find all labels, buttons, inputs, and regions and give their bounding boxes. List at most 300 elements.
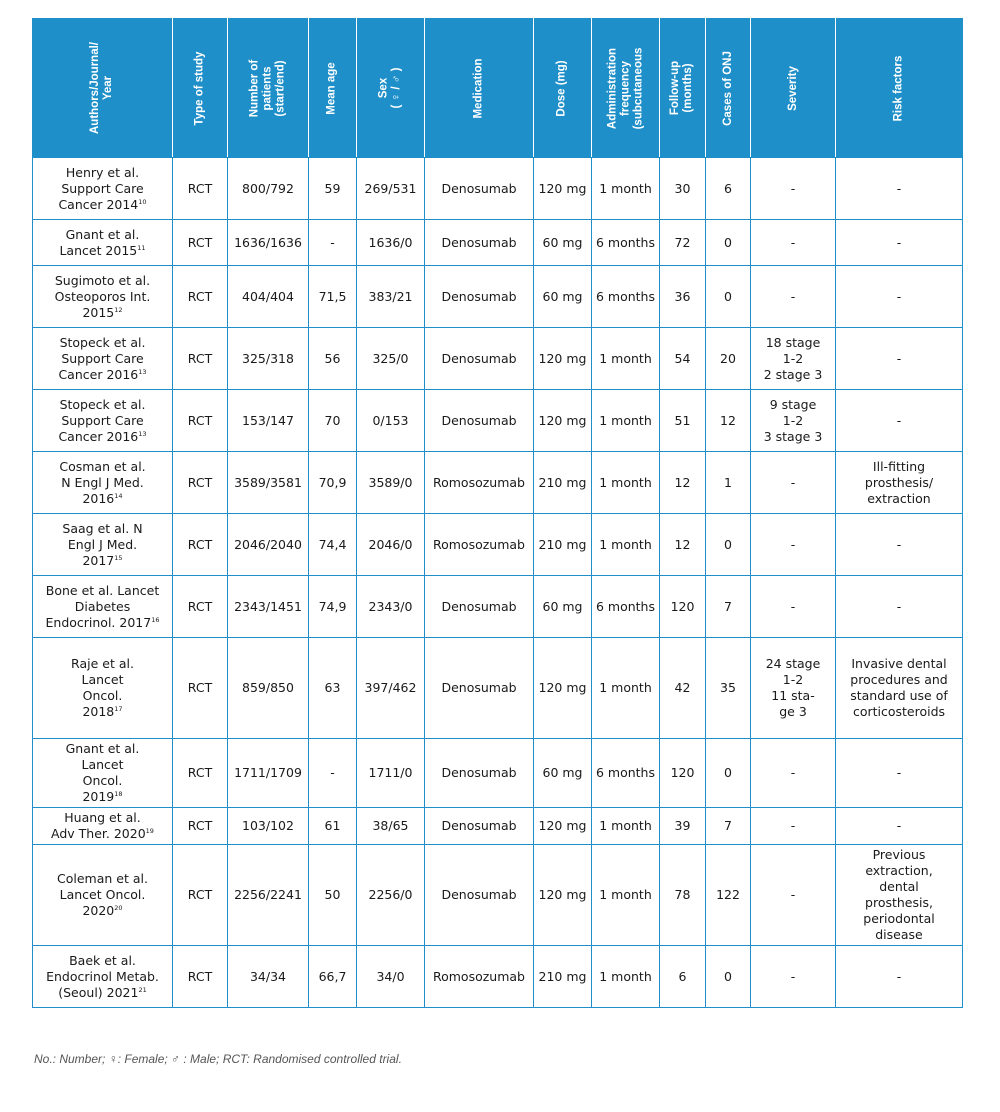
follow-up-cell-text: 39 <box>674 818 691 833</box>
severity-cell <box>751 946 836 1008</box>
sex-cell-text: 2256/0 <box>368 887 413 902</box>
type-cell-text: RCT <box>187 536 213 552</box>
onj-cases-cell-text: 6 <box>724 180 732 196</box>
type-cell <box>173 739 228 808</box>
type-cell <box>173 158 228 220</box>
frequency-cell <box>592 220 660 266</box>
frequency-cell <box>592 808 660 845</box>
severity-cell-text: - <box>790 818 796 833</box>
table-row <box>33 514 963 576</box>
follow-up-cell <box>660 266 706 328</box>
header-type: Type of study <box>173 19 228 158</box>
header-onj-cases: Cases of ONJ <box>706 19 751 158</box>
type-cell <box>173 946 228 1008</box>
medication-cell-text: Romosozumab <box>432 474 525 490</box>
sex-cell-text: 34/0 <box>376 968 405 984</box>
table-row <box>33 576 963 638</box>
mean-age-cell-text: 56 <box>324 350 341 366</box>
mean-age-cell-text: 61 <box>324 818 341 833</box>
sex-cell <box>357 576 425 638</box>
reference-number: 16 <box>151 615 160 624</box>
risk-factors-cell-text: - <box>896 765 902 780</box>
type-cell <box>173 514 228 576</box>
severity-cell <box>751 576 836 638</box>
header-patients: Number of patients (start/end) <box>228 19 309 158</box>
reference-number: 14 <box>114 491 123 500</box>
mean-age-cell-text: 63 <box>324 680 341 695</box>
author-cell-text: Stopeck et al. Support Care Cancer 2016 <box>58 396 146 444</box>
header-follow-up: Follow-up (months) <box>660 19 706 158</box>
dose-cell-text: 210 mg <box>538 536 587 552</box>
type-cell-text: RCT <box>187 412 213 428</box>
author-cell-text: Saag et al. N Engl J Med. 2017 <box>62 520 143 568</box>
type-cell <box>173 808 228 845</box>
author-cell-text: Coleman et al. Lancet Oncol. 2020 <box>57 871 148 918</box>
risk-factors-cell <box>836 576 963 638</box>
author-cell-text: Huang et al. Adv Ther. 2020 <box>51 810 146 841</box>
mean-age-cell-text: 59 <box>324 180 341 196</box>
frequency-cell <box>592 845 660 946</box>
mean-age-cell <box>309 808 357 845</box>
table-row <box>33 220 963 266</box>
frequency-cell-text: 1 month <box>599 180 652 196</box>
dose-cell <box>534 220 592 266</box>
onj-cases-cell-text: 7 <box>724 598 732 614</box>
medication-cell <box>425 638 534 739</box>
onj-cases-cell-text: 0 <box>724 968 732 984</box>
dose-cell <box>534 390 592 452</box>
frequency-cell-text: 1 month <box>599 680 652 695</box>
medication-cell-text: Denosumab <box>441 234 517 250</box>
risk-factors-cell-text: - <box>896 180 902 196</box>
mean-age-cell <box>309 452 357 514</box>
medication-cell-text: Denosumab <box>441 887 517 902</box>
risk-factors-cell-text: - <box>896 968 902 984</box>
sex-cell <box>357 328 425 390</box>
mean-age-cell-text: 74,9 <box>318 598 347 614</box>
sex-cell <box>357 808 425 845</box>
frequency-cell <box>592 514 660 576</box>
patients-cell <box>228 158 309 220</box>
dose-cell-text: 120 mg <box>538 887 587 902</box>
patients-cell <box>228 739 309 808</box>
onj-cases-cell <box>706 452 751 514</box>
medication-cell-text: Denosumab <box>441 288 517 304</box>
table-row <box>33 739 963 808</box>
follow-up-cell-text: 36 <box>674 288 691 304</box>
sex-cell-text: 2046/0 <box>368 536 413 552</box>
onj-cases-cell <box>706 390 751 452</box>
sex-cell <box>357 638 425 739</box>
mean-age-cell <box>309 638 357 739</box>
dose-cell-text: 60 mg <box>542 765 583 780</box>
dose-cell-text: 120 mg <box>538 180 587 196</box>
type-cell <box>173 266 228 328</box>
patients-cell-text: 404/404 <box>242 288 294 304</box>
severity-cell <box>751 266 836 328</box>
medication-cell <box>425 739 534 808</box>
onj-cases-cell <box>706 158 751 220</box>
dose-cell-text: 60 mg <box>542 598 583 614</box>
severity-cell <box>751 328 836 390</box>
table-row <box>33 452 963 514</box>
mean-age-cell <box>309 158 357 220</box>
frequency-cell-text: 6 months <box>595 288 655 304</box>
type-cell-text: RCT <box>187 234 213 250</box>
reference-number: 12 <box>114 305 123 314</box>
onj-cases-cell <box>706 638 751 739</box>
onj-cases-cell <box>706 739 751 808</box>
onj-cases-cell-text: 0 <box>724 234 732 250</box>
sex-cell-text: 397/462 <box>364 680 417 695</box>
dose-cell-text: 210 mg <box>538 968 587 984</box>
mean-age-cell <box>309 220 357 266</box>
patients-cell-text: 3589/3581 <box>234 474 302 490</box>
onj-cases-cell-text: 0 <box>724 765 732 780</box>
risk-factors-cell-text: Invasive dental procedures and standard use of corticosteroids <box>850 656 948 719</box>
severity-cell-text: 18 stage 1-2 2 stage 3 <box>763 334 823 382</box>
type-cell-text: RCT <box>187 474 213 490</box>
medication-cell <box>425 576 534 638</box>
author-cell-text: Raje et al. Lancet Oncol. 2018 <box>71 656 134 719</box>
risk-factors-cell-text: Previous extraction, dental prosthesis, periodontal disease <box>863 847 935 942</box>
onj-studies-table <box>32 18 963 1008</box>
onj-cases-cell-text: 1 <box>724 474 732 490</box>
reference-number: 18 <box>114 789 123 798</box>
patients-cell <box>228 452 309 514</box>
patients-cell <box>228 220 309 266</box>
risk-factors-cell-text: - <box>896 288 902 304</box>
frequency-cell-text: 1 month <box>599 818 652 833</box>
frequency-cell-text: 6 months <box>595 765 655 780</box>
type-cell-text: RCT <box>187 180 213 196</box>
follow-up-cell <box>660 514 706 576</box>
patients-cell <box>228 946 309 1008</box>
follow-up-cell <box>660 452 706 514</box>
patients-cell <box>228 390 309 452</box>
author-cell-text: Stopeck et al. Support Care Cancer 2016 <box>58 334 146 382</box>
severity-cell <box>751 452 836 514</box>
medication-cell-text: Denosumab <box>441 598 517 614</box>
onj-cases-cell-text: 0 <box>724 288 732 304</box>
dose-cell-text: 120 mg <box>538 680 587 695</box>
risk-factors-cell <box>836 328 963 390</box>
author-cell <box>33 158 173 220</box>
medication-cell-text: Romosozumab <box>432 536 525 552</box>
severity-cell-text: - <box>790 765 796 780</box>
follow-up-cell <box>660 638 706 739</box>
reference-number: 13 <box>138 367 147 376</box>
author-cell-text: Sugimoto et al. Osteoporos Int. 2015 <box>54 272 151 320</box>
header-dose: Dose (mg) <box>534 19 592 158</box>
sex-cell-text: 325/0 <box>372 350 409 366</box>
patients-cell-text: 103/102 <box>242 818 294 833</box>
type-cell <box>173 452 228 514</box>
patients-cell <box>228 638 309 739</box>
severity-cell-text: - <box>790 598 796 614</box>
author-cell <box>33 328 173 390</box>
header-authors: Authors/Journal/ Year <box>33 19 173 158</box>
risk-factors-cell <box>836 808 963 845</box>
risk-factors-cell <box>836 220 963 266</box>
severity-cell-text: - <box>790 968 796 984</box>
author-cell <box>33 452 173 514</box>
follow-up-cell <box>660 946 706 1008</box>
onj-cases-cell <box>706 576 751 638</box>
patients-cell-text: 325/318 <box>242 350 294 366</box>
sex-cell <box>357 514 425 576</box>
severity-cell <box>751 390 836 452</box>
medication-cell <box>425 845 534 946</box>
sex-cell-text: 1636/0 <box>368 234 413 250</box>
follow-up-cell-text: 6 <box>678 968 687 984</box>
medication-cell <box>425 158 534 220</box>
patients-cell-text: 1711/1709 <box>234 765 302 780</box>
frequency-cell <box>592 266 660 328</box>
risk-factors-cell <box>836 845 963 946</box>
follow-up-cell-text: 120 <box>670 598 695 614</box>
follow-up-cell-text: 78 <box>674 887 691 902</box>
author-cell <box>33 946 173 1008</box>
onj-cases-cell <box>706 328 751 390</box>
author-cell-text: Bone et al. Lancet Diabetes Endocrinol. 2017 <box>45 582 160 630</box>
medication-cell-text: Denosumab <box>441 350 517 366</box>
reference-number: 10 <box>138 197 147 206</box>
header-row <box>33 19 963 158</box>
table-footnote: No.: Number; ♀: Female; ♂ : Male; RCT: Randomised controlled trial. <box>34 1052 402 1066</box>
author-cell-text: Cosman et al. N Engl J Med. 2016 <box>59 458 146 506</box>
sex-cell <box>357 266 425 328</box>
medication-cell-text: Romosozumab <box>432 968 525 984</box>
patients-cell-text: 34/34 <box>249 968 287 984</box>
onj-cases-cell-text: 7 <box>724 818 732 833</box>
type-cell <box>173 845 228 946</box>
mean-age-cell-text: 70,9 <box>318 474 347 490</box>
severity-cell-text: - <box>790 887 796 902</box>
table-row <box>33 946 963 1008</box>
sex-cell <box>357 739 425 808</box>
dose-cell <box>534 576 592 638</box>
dose-cell <box>534 452 592 514</box>
table-body <box>33 158 963 1008</box>
medication-cell-text: Denosumab <box>441 680 517 695</box>
mean-age-cell <box>309 739 357 808</box>
sex-cell-text: 3589/0 <box>368 474 413 490</box>
author-cell <box>33 220 173 266</box>
risk-factors-cell-text: - <box>896 818 902 833</box>
patients-cell <box>228 328 309 390</box>
frequency-cell-text: 1 month <box>599 968 652 984</box>
reference-number: 20 <box>114 903 123 912</box>
severity-cell-text: - <box>790 536 796 552</box>
table-row <box>33 390 963 452</box>
sex-cell-text: 383/21 <box>368 288 413 304</box>
follow-up-cell <box>660 220 706 266</box>
table-row <box>33 328 963 390</box>
onj-cases-cell <box>706 808 751 845</box>
medication-cell <box>425 266 534 328</box>
dose-cell-text: 120 mg <box>538 818 587 833</box>
follow-up-cell-text: 72 <box>674 234 691 250</box>
risk-factors-cell <box>836 158 963 220</box>
sex-cell-text: 1711/0 <box>368 765 413 780</box>
table-row <box>33 638 963 739</box>
patients-cell-text: 2256/2241 <box>234 887 302 902</box>
medication-cell-text: Denosumab <box>441 818 517 833</box>
patients-cell-text: 800/792 <box>242 180 294 196</box>
mean-age-cell-text: 66,7 <box>318 968 347 984</box>
frequency-cell-text: 1 month <box>599 350 652 366</box>
type-cell-text: RCT <box>187 598 213 614</box>
follow-up-cell <box>660 808 706 845</box>
type-cell <box>173 638 228 739</box>
header-mean-age: Mean age <box>309 19 357 158</box>
follow-up-cell-text: 12 <box>674 474 691 490</box>
follow-up-cell-text: 42 <box>674 680 691 695</box>
medication-cell <box>425 220 534 266</box>
follow-up-cell <box>660 739 706 808</box>
dose-cell-text: 120 mg <box>538 412 587 428</box>
author-cell-text: Gnant et al. Lancet 2015 <box>59 226 140 258</box>
medication-cell <box>425 946 534 1008</box>
type-cell-text: RCT <box>187 350 213 366</box>
frequency-cell <box>592 452 660 514</box>
dose-cell-text: 60 mg <box>542 288 583 304</box>
frequency-cell-text: 1 month <box>599 887 652 902</box>
severity-cell-text: - <box>790 288 796 304</box>
medication-cell-text: Denosumab <box>441 412 517 428</box>
patients-cell <box>228 808 309 845</box>
author-cell <box>33 845 173 946</box>
onj-cases-cell <box>706 845 751 946</box>
sex-cell-text: 269/531 <box>364 180 417 196</box>
mean-age-cell <box>309 514 357 576</box>
risk-factors-cell-text: - <box>896 536 902 552</box>
reference-number: 17 <box>114 704 123 713</box>
dose-cell <box>534 739 592 808</box>
medication-cell <box>425 452 534 514</box>
author-cell <box>33 638 173 739</box>
reference-number: 19 <box>145 826 154 835</box>
table-row <box>33 266 963 328</box>
frequency-cell-text: 1 month <box>599 474 652 490</box>
follow-up-cell-text: 12 <box>674 536 691 552</box>
patients-cell <box>228 576 309 638</box>
table-row <box>33 808 963 845</box>
reference-number: 11 <box>137 243 146 252</box>
dose-cell <box>534 808 592 845</box>
follow-up-cell-text: 51 <box>674 412 691 428</box>
medication-cell <box>425 390 534 452</box>
severity-cell <box>751 808 836 845</box>
mean-age-cell <box>309 946 357 1008</box>
risk-factors-cell <box>836 390 963 452</box>
risk-factors-cell <box>836 946 963 1008</box>
onj-cases-cell-text: 0 <box>724 536 732 552</box>
severity-cell-text: - <box>790 234 796 250</box>
mean-age-cell <box>309 390 357 452</box>
risk-factors-cell <box>836 514 963 576</box>
type-cell-text: RCT <box>187 680 213 695</box>
frequency-cell <box>592 158 660 220</box>
mean-age-cell-text: - <box>330 234 335 250</box>
onj-cases-cell-text: 20 <box>720 350 736 366</box>
severity-cell <box>751 514 836 576</box>
medication-cell <box>425 328 534 390</box>
follow-up-cell <box>660 158 706 220</box>
type-cell <box>173 328 228 390</box>
onj-cases-cell-text: 35 <box>720 680 736 695</box>
risk-factors-cell-text: Ill-fitting prosthesis/ extraction <box>864 458 934 506</box>
medication-cell-text: Denosumab <box>441 765 517 780</box>
frequency-cell <box>592 946 660 1008</box>
follow-up-cell <box>660 576 706 638</box>
sex-cell <box>357 390 425 452</box>
header-sex: Sex ( ♀ / ♂ ) <box>357 19 425 158</box>
severity-cell <box>751 739 836 808</box>
medication-cell <box>425 808 534 845</box>
reference-number: 21 <box>138 985 147 994</box>
severity-cell-text: - <box>790 180 796 196</box>
author-cell <box>33 266 173 328</box>
sex-cell-text: 38/65 <box>372 818 409 833</box>
mean-age-cell <box>309 266 357 328</box>
onj-cases-cell <box>706 266 751 328</box>
severity-cell-text: 9 stage 1-2 3 stage 3 <box>763 396 823 444</box>
frequency-cell <box>592 739 660 808</box>
risk-factors-cell <box>836 739 963 808</box>
dose-cell-text: 120 mg <box>538 350 587 366</box>
patients-cell-text: 2343/1451 <box>234 598 302 614</box>
patients-cell <box>228 514 309 576</box>
frequency-cell-text: 6 months <box>595 598 655 614</box>
mean-age-cell-text: 70 <box>324 412 341 428</box>
type-cell <box>173 390 228 452</box>
patients-cell-text: 2046/2040 <box>234 536 302 552</box>
sex-cell <box>357 220 425 266</box>
author-cell <box>33 576 173 638</box>
patients-cell-text: 1636/1636 <box>234 234 302 250</box>
severity-cell <box>751 638 836 739</box>
sex-cell-text: 2343/0 <box>368 598 413 614</box>
author-cell-text: Henry et al. Support Care Cancer 2014 <box>58 164 144 212</box>
follow-up-cell <box>660 390 706 452</box>
type-cell-text: RCT <box>187 765 213 780</box>
severity-cell-text: 24 stage 1-2 11 sta- ge 3 <box>765 656 821 719</box>
reference-number: 15 <box>114 553 123 562</box>
risk-factors-cell-text: - <box>896 412 902 428</box>
frequency-cell-text: 1 month <box>599 536 652 552</box>
dose-cell-text: 210 mg <box>538 474 587 490</box>
mean-age-cell-text: 74,4 <box>318 536 347 552</box>
frequency-cell <box>592 328 660 390</box>
risk-factors-cell <box>836 638 963 739</box>
risk-factors-cell-text: - <box>896 350 902 366</box>
frequency-cell <box>592 576 660 638</box>
sex-cell-text: 0/153 <box>372 412 409 428</box>
reference-number: 13 <box>138 429 147 438</box>
mean-age-cell-text: 50 <box>324 887 341 902</box>
mean-age-cell <box>309 328 357 390</box>
dose-cell <box>534 946 592 1008</box>
onj-cases-cell <box>706 514 751 576</box>
medication-cell <box>425 514 534 576</box>
mean-age-cell-text: 71,5 <box>318 288 347 304</box>
patients-cell <box>228 266 309 328</box>
frequency-cell-text: 1 month <box>599 412 652 428</box>
frequency-cell-text: 6 months <box>595 234 655 250</box>
header-risk-factors: Risk factors <box>836 19 963 158</box>
